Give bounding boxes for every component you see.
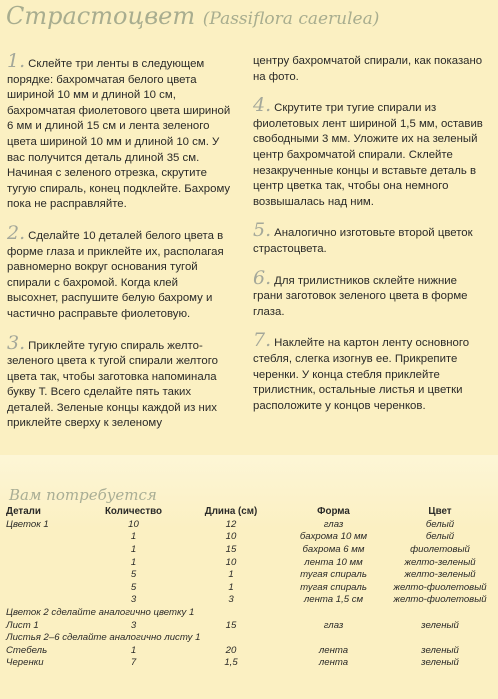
- instructions-right-column: [253, 54, 489, 427]
- table-cell: желто-зеленый: [404, 569, 476, 581]
- materials-table: [6, 505, 494, 669]
- table-cell: [6, 581, 86, 594]
- table-row: [6, 543, 494, 556]
- table-row: [6, 631, 494, 644]
- table-cell: 1: [130, 531, 137, 543]
- header-length: Длина (см): [204, 506, 258, 517]
- table-row: [6, 619, 494, 632]
- table-cell: Листья 2–6 сделайте аналогично листу 1: [6, 632, 201, 644]
- step-text: Склейте три ленты в следующем порядке: бахромчатая белого цвета шириной 10 мм и длиной 10 см, бахромчатая фиолетового цвета шириной 6 мм и длиной 15 см и лента зеленого цвета шириной 10 мм и длиной 10 см. У вас получится деталь длиной 35 см. Начиная с зеленого отрезка, скрутите тугую спираль, конец подклейте. Бахрому пока не расправляйте.: [7, 58, 231, 211]
- table-cell: 15: [225, 619, 237, 631]
- step-number: 7.: [253, 329, 272, 352]
- table-row: [6, 581, 494, 594]
- table-cell: 3: [228, 594, 234, 606]
- step-3-continued: [253, 54, 489, 85]
- table-cell: [6, 556, 86, 569]
- table-cell: 1: [130, 644, 137, 656]
- title-main: Страстоцвет: [6, 2, 196, 30]
- step-text: Аналогично изготовьте второй цветок страстоцвета.: [253, 227, 473, 255]
- table-header-row: [6, 505, 494, 518]
- table-cell: желто-зеленый: [404, 556, 476, 568]
- step-6: [253, 266, 489, 321]
- table-cell: 10: [128, 518, 139, 530]
- table-cell: лента 10 мм: [304, 556, 363, 568]
- table-cell: [6, 543, 86, 556]
- table-cell: 15: [225, 543, 237, 555]
- table-cell: 1: [228, 581, 234, 593]
- table-cell: желто-фиолетовый: [393, 581, 487, 593]
- table-cell: 7: [130, 657, 137, 669]
- table-cell: зеленый: [421, 644, 459, 656]
- table-row: [6, 606, 494, 619]
- step-text: Наклейте на картон ленту основного стебля, слегка изогнув ее. Прикрепите черенки. У конца стебля приклейте трилистник, остальные листья и цветки расположите у концов черенков.: [253, 337, 470, 412]
- title-latin: (Passiflora caerulea): [202, 9, 380, 29]
- step-number: 3.: [7, 331, 26, 354]
- step-text: Для трилистников склейте нижние грани заготовок зеленого цвета в форме глаза.: [253, 274, 468, 318]
- table-cell: белый: [425, 531, 455, 543]
- table-row: [6, 531, 494, 544]
- step-1: [7, 50, 231, 213]
- table-cell: 3: [130, 594, 137, 606]
- instructions-left-column: [7, 50, 231, 445]
- table-cell: белый: [425, 518, 455, 530]
- header-quantity: Количество: [104, 506, 163, 517]
- table-cell: 10: [225, 556, 237, 568]
- table-cell: 3: [130, 619, 137, 631]
- step-text: Скрутите три тугие спирали из фиолетовых лент шириной 1,5 мм, оставив свободными 3 мм. Уложите их на зеленый центр бахромчатой спирали. Склейте незакрученные концы и вставьте деталь в центр цветка так, чтобы она немного возвышалась над ним.: [253, 102, 483, 208]
- table-cell: [6, 568, 86, 581]
- table-row: [6, 568, 494, 581]
- step-number: 5.: [253, 219, 272, 242]
- step-number: 1.: [7, 50, 26, 72]
- table-row: [6, 518, 494, 531]
- table-cell: 12: [225, 518, 237, 530]
- step-number: 4.: [253, 94, 272, 117]
- table-cell: зеленый: [421, 657, 459, 669]
- table-cell: 1,5: [224, 657, 238, 669]
- step-text: Сделайте 10 деталей белого цвета в форме глаза и приклейте их, располагая равномерно вокруг основания тугой спирали с бахромой. Когда клей высохнет, распушите белую бахрому и частично расправьте фиолетовую.: [7, 229, 224, 320]
- table-cell: зеленый: [421, 619, 459, 631]
- table-cell: бахрома 6 мм: [302, 543, 365, 555]
- table-cell: 5: [130, 569, 137, 581]
- table-row: [6, 644, 494, 657]
- table-cell: [6, 594, 86, 607]
- table-cell: глаз: [323, 518, 344, 530]
- table-cell: глаз: [323, 619, 344, 631]
- step-text: Приклейте тугую спираль желто-зеленого цвета к тугой спирали желтого цвета так, чтобы заготовка напоминала букву Т. Всего сделайте пять таких деталей. Зеленые концы каждой из них приклейте сверху к зеленому: [7, 339, 218, 430]
- step-4: [253, 94, 489, 210]
- table-cell: лента: [318, 657, 349, 669]
- step-number: 2.: [7, 221, 26, 244]
- table-cell: Цветок 1: [6, 518, 49, 530]
- table-cell: Стебель: [6, 644, 48, 656]
- table-cell: тугая спираль: [300, 581, 367, 593]
- table-cell: Черенки: [6, 657, 44, 669]
- step-2: [7, 221, 231, 323]
- step-7: [253, 329, 489, 414]
- header-parts: Детали: [6, 506, 41, 517]
- table-cell: 1: [130, 543, 137, 555]
- table-cell: 20: [225, 644, 237, 656]
- table-cell: [6, 531, 86, 544]
- table-row: [6, 657, 494, 670]
- step-text: центру бахромчатой спирали, как показано на фото.: [253, 55, 483, 83]
- table-cell: 10: [225, 531, 237, 543]
- materials-table-body: [6, 518, 494, 669]
- table-cell: фиолетовый: [410, 543, 470, 555]
- table-row: [6, 594, 494, 607]
- table-cell: лента 1,5 см: [303, 594, 364, 606]
- header-shape: Форма: [317, 506, 350, 517]
- step-number: 6.: [253, 266, 272, 289]
- table-cell: Лист 1: [6, 619, 39, 631]
- table-cell: Цветок 2 сделайте аналогично цветку 1: [6, 606, 195, 618]
- table-row: [6, 556, 494, 569]
- table-cell: бахрома 10 мм: [299, 531, 368, 543]
- table-cell: 1: [130, 556, 137, 568]
- table-cell: 5: [130, 581, 137, 593]
- table-cell: 1: [228, 569, 234, 581]
- table-cell: тугая спираль: [300, 569, 367, 581]
- table-cell: желто-фиолетовый: [393, 594, 487, 606]
- step-5: [253, 219, 489, 257]
- header-color: Цвет: [428, 506, 452, 517]
- materials-title: Вам потребуется: [9, 486, 157, 504]
- page-title: [6, 2, 379, 30]
- step-3: [7, 331, 231, 433]
- table-cell: лента: [318, 644, 349, 656]
